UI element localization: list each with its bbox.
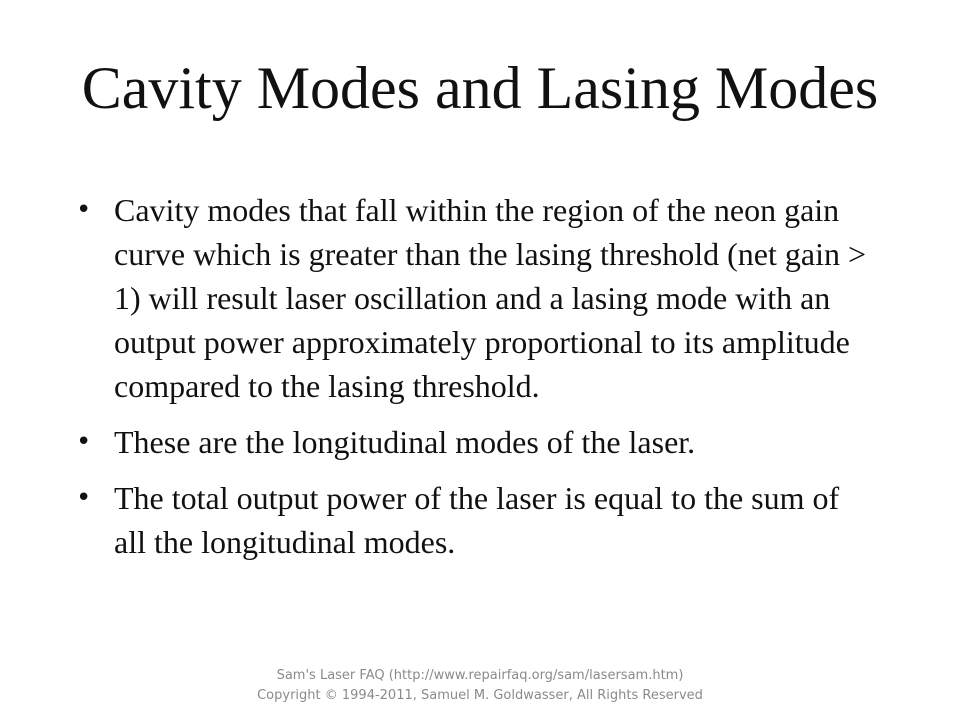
bullet-icon: • xyxy=(76,195,92,225)
bullet-icon: • xyxy=(76,483,92,513)
bullet-item xyxy=(72,188,872,408)
footer-source: Sam's Laser FAQ (http://www.repairfaq.org/sam/lasersam.htm) xyxy=(276,668,684,683)
bullet-item xyxy=(72,476,872,564)
bullet-text: The total output power of the laser is equal to the sum of all the longitudinal modes. xyxy=(114,480,840,560)
bullet-text: These are the longitudinal modes of the laser. xyxy=(114,424,696,460)
footer xyxy=(0,666,960,706)
bullet-icon: • xyxy=(76,427,92,457)
footer-copyright: Copyright © 1994-2011, Samuel M. Goldwasser, All Rights Reserved xyxy=(257,688,703,703)
slide-title: Cavity Modes and Lasing Modes xyxy=(81,55,879,121)
bullet-list xyxy=(72,188,872,564)
bullet-item xyxy=(72,420,872,464)
bullet-text: Cavity modes that fall within the region of the neon gain curve which is greater than the lasing threshold (net gain > 1) will result laser oscillation and a lasing mode with an output power approximately proportional to its amplitude compared to the lasing threshold. xyxy=(114,192,867,404)
